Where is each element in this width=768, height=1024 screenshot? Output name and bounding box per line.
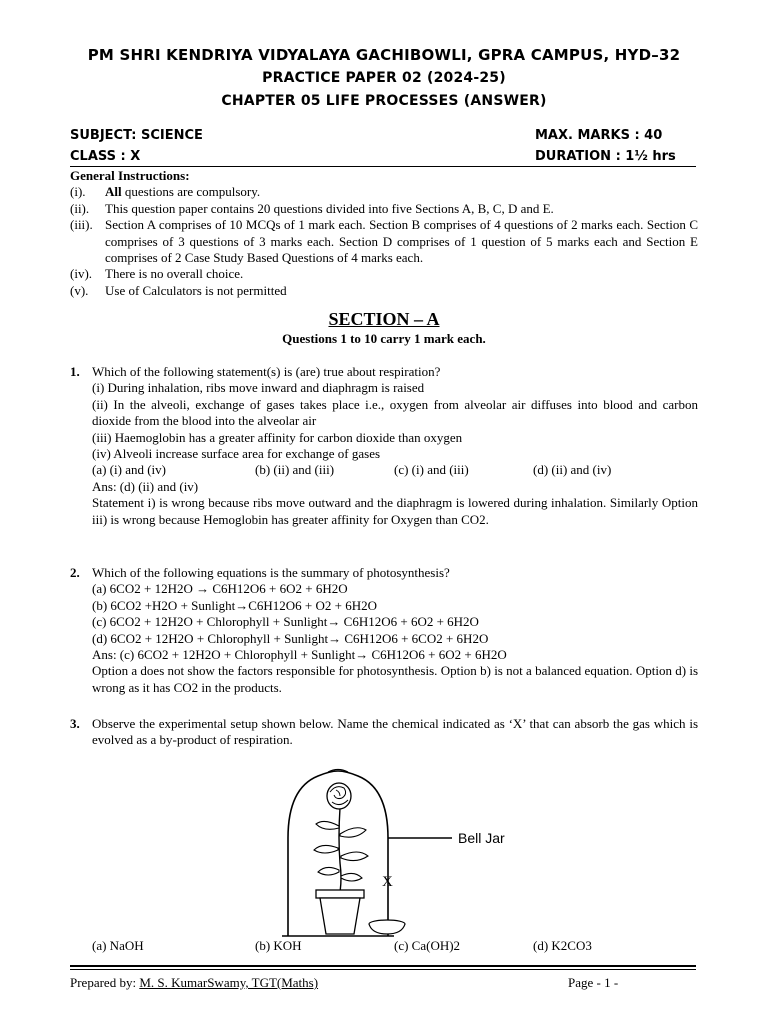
general-instructions	[70, 168, 698, 299]
paper-title: PRACTICE PAPER 02 (2024-25)	[262, 70, 506, 86]
option: (b) 6CO2 +H2O + Sunlight→C6H12O6 + O2 + 6H2O	[92, 597, 377, 613]
option: (b) (ii) and (iii)	[255, 462, 335, 478]
option: (a) (i) and (iv)	[92, 462, 166, 478]
author-name: M. S. KumarSwamy, TGT(Maths)	[139, 975, 319, 990]
statement: (ii) In the alveoli, exchange of gases takes place i.e., oxygen from alveolar air diffuses into blood and carbon dioxide from the blood into the alveolar air	[92, 396, 698, 429]
chapter-title: CHAPTER 05 LIFE PROCESSES (ANSWER)	[221, 93, 547, 109]
section-title: SECTION – A	[328, 309, 440, 329]
instruction-item: (i). All questions are compulsory.	[70, 184, 261, 200]
question-number: 3.	[70, 716, 80, 731]
duration-label: DURATION : 1½ hrs	[535, 149, 676, 164]
instruction-item: (iii). Section A comprises of 10 MCQs of 1 mark each. Section B comprises of 4 questions of 2 marks each. Section C comprises of 3 questions of 3 marks each. Section D comprises of 1 question of 5 marks each and Section E comprises of 2 Case Study Based Questions of 4 marks each.	[70, 217, 698, 266]
option: (a) NaOH	[92, 938, 144, 953]
page-number: Page - 1 -	[568, 975, 619, 990]
footer-divider-thin	[70, 969, 696, 970]
question-number: 2.	[70, 565, 80, 580]
x-label: X	[382, 874, 393, 890]
instruction-item: (ii). This question paper contains 20 questions divided into five Sections A, B, C, D and E.	[70, 200, 554, 216]
question-1	[70, 364, 698, 528]
explanation: Option a does not show the factors responsible for photosynthesis. Option b) is not a balanced equation. Option d) is wrong as it has CO2 in the products.	[92, 663, 698, 695]
footer-divider	[70, 965, 696, 967]
statement: (iii) Haemoglobin has a greater affinity for carbon dioxide than oxygen	[92, 429, 463, 445]
flower-pot	[316, 890, 364, 934]
options-row	[92, 462, 698, 478]
rose-flower	[327, 783, 351, 809]
school-name: PM SHRI KENDRIYA VIDYALAYA GACHIBOWLI, GPRA CAMPUS, HYD–32	[87, 46, 681, 64]
instructions-title: General Instructions:	[70, 168, 190, 183]
max-marks-label: MAX. MARKS : 40	[535, 128, 663, 143]
question-3	[70, 716, 698, 749]
question-text: Which of the following statement(s) is (are) true about respiration?	[92, 364, 441, 379]
class-label: CLASS : X	[70, 149, 141, 164]
statement: (i) During inhalation, ribs move inward and diaphragm is raised	[92, 380, 425, 396]
answer: Ans: (d) (ii) and (iv)	[92, 478, 199, 494]
question-2	[70, 565, 698, 696]
bell-jar-label: Bell Jar	[458, 830, 505, 846]
chemical-dish	[369, 920, 405, 934]
instruction-item: (v). Use of Calculators is not permitted	[70, 282, 287, 298]
question-number: 1.	[70, 364, 80, 379]
instruction-item: (iv). There is no overall choice.	[70, 266, 244, 282]
header-divider	[70, 166, 696, 167]
option: (b) KOH	[255, 938, 302, 953]
bell-jar-figure	[270, 768, 530, 938]
explanation: Statement i) is wrong because ribs move outward and the diaphragm is lowered during inhalation. Similarly Option iii) is wrong because Hemoglobin has greater affinity for Oxygen than CO2.	[92, 495, 698, 527]
answer: Ans: (c) 6CO2 + 12H2O + Chlorophyll + Sunlight→ C6H12O6 + 6O2 + 6H2O	[92, 647, 507, 663]
question-3-options	[92, 938, 702, 954]
subject-label: SUBJECT: SCIENCE	[70, 128, 203, 143]
question-text: Which of the following equations is the summary of photosynthesis?	[92, 565, 450, 580]
option: (a) 6CO2 + 12H2O → C6H12O6 + 6O2 + 6H2O	[92, 581, 348, 597]
option: (c) (i) and (iii)	[394, 462, 469, 478]
option: (d) (ii) and (iv)	[533, 462, 612, 478]
option: (c) Ca(OH)2	[394, 938, 461, 953]
statement: (iv) Alveoli increase surface area for exchange of gases	[92, 446, 381, 462]
option: (d) 6CO2 + 12H2O + Chlorophyll + Sunlight→ C6H12O6 + 6CO2 + 6H2O	[92, 630, 489, 646]
option: (d) K2CO3	[533, 938, 592, 953]
footer-prepared-by: Prepared by: M. S. KumarSwamy, TGT(Maths)	[70, 975, 319, 990]
question-text: Observe the experimental setup shown below. Name the chemical indicated as ‘X’ that can absorb the gas which is evolved as a by-product of respiration.	[92, 716, 698, 748]
option: (c) 6CO2 + 12H2O + Chlorophyll + Sunlight→ C6H12O6 + 6O2 + 6H2O	[92, 614, 479, 630]
plant-stem	[339, 808, 341, 892]
section-subtitle: Questions 1 to 10 carry 1 mark each.	[282, 331, 486, 346]
